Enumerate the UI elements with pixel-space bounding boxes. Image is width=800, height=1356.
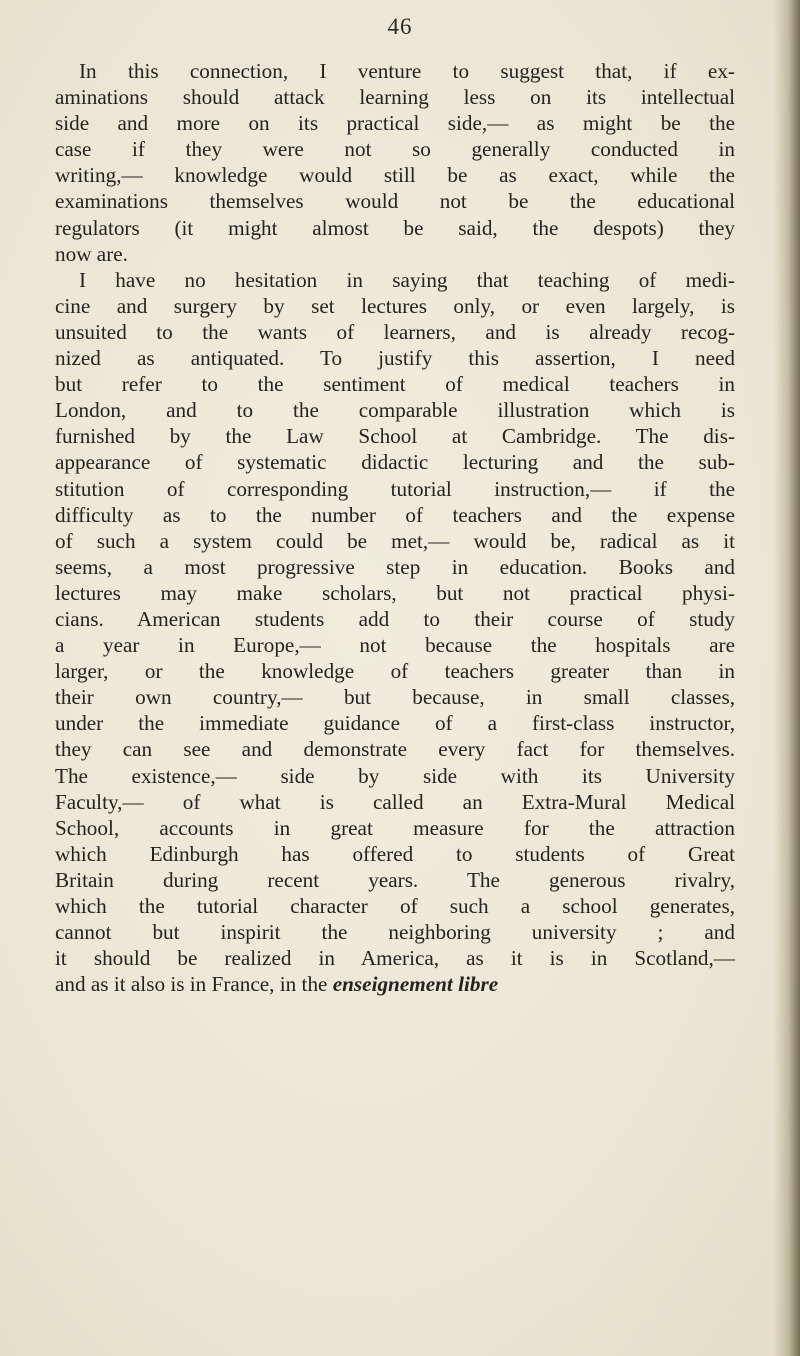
text-line: now are. [55,241,128,266]
page-number: 46 [387,14,413,39]
text-line: they can see and demonstrate every fact for themselves. [55,737,735,762]
text-line: a year in Europe,— not because the hospitals are [55,633,735,658]
text-line: aminations should attack learning less on its intellectual [55,85,735,110]
text-line: I have no hesitation in saying that teaching of medi- [79,267,735,292]
text-line: examinations themselves would not be the educational [55,189,735,214]
text-line: The existence,— side by side with its University [55,763,735,788]
text-line: Britain during recent years. The generous rivalry, [55,867,735,892]
body-text [55,58,735,997]
italic-phrase: enseignement libre [332,972,499,997]
text-line: cians. American students add to their course of study [55,606,735,631]
text-line: cannot but inspirit the neighboring university ; and [55,920,735,945]
text-line: seems, a most progressive step in education. Books and [55,554,735,579]
text-line: cine and surgery by set lectures only, or even largely, is [55,293,735,318]
text-line: stitution of corresponding tutorial instruction,— if the [55,476,735,501]
text-line: it should be realized in America, as it is in Scotland,— [55,946,735,971]
text-line: Faculty,— of what is called an Extra-Mural Medical [55,789,735,814]
text-line: School, accounts in great measure for the attraction [55,815,735,840]
text-line: which Edinburgh has offered to students of Great [55,841,735,866]
text-line: under the immediate guidance of a first-class instructor, [55,711,735,736]
text-line: but refer to the sentiment of medical teachers in [55,372,735,397]
text-line: larger, or the knowledge of teachers greater than in [55,659,735,684]
text-line: side and more on its practical side,— as might be the [55,111,735,136]
page-edge-shadow [774,0,800,1356]
text-line: writing,— knowledge would still be as exact, while the [55,163,735,188]
text-line: lectures may make scholars, but not practical physi- [55,580,735,605]
text-line: their own country,— but because, in small classes, [55,685,735,710]
last-line-text: and as it also is in France, in the [55,972,328,997]
text-line: regulators (it might almost be said, the despots) they [55,215,735,240]
text-line: London, and to the comparable illustration which is [55,398,735,423]
text-line: appearance of systematic didactic lecturing and the sub- [55,450,735,475]
text-line: which the tutorial character of such a school generates, [55,894,735,918]
text-line: case if they were not so generally conducted in [55,137,735,162]
text-line: difficulty as to the number of teachers and the expense [55,502,735,527]
text-line: unsuited to the wants of learners, and is already recog- [55,319,735,344]
text-line: of such a system could be met,— would be, radical as it [55,528,735,553]
text-line: nized as antiquated. To justify this assertion, I need [55,346,735,371]
text-line-last [55,971,735,997]
text-line: furnished by the Law School at Cambridge. The dis- [55,424,735,449]
text-line: In this connection, I venture to suggest that, if ex- [79,59,735,83]
